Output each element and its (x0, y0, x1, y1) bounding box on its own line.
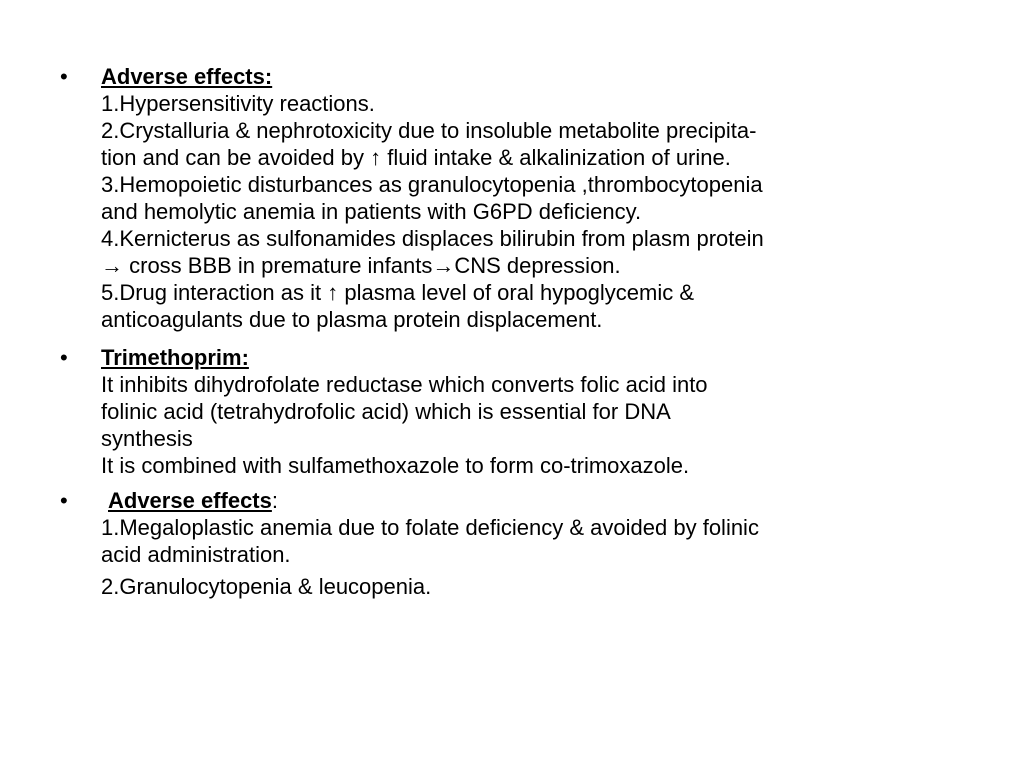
text-line: synthesis (101, 426, 193, 451)
text-line: and hemolytic anemia in patients with G6PD deficiency. (101, 199, 642, 224)
text-line: 2.Crystalluria & nephrotoxicity due to insoluble metabolite precipita- (101, 118, 757, 143)
text-line: folinic acid (tetrahydrofolic acid) which is essential for DNA (101, 399, 671, 424)
text-line: 2.Granulocytopenia & leucopenia. (101, 574, 432, 599)
text-line: 3.Hemopoietic disturbances as granulocytopenia ,thrombocytopenia (101, 172, 763, 197)
bullet-body (101, 487, 988, 600)
section-heading: Trimethoprim: (101, 345, 249, 370)
bullet-dot-icon: • (60, 64, 68, 89)
text-line: It is combined with sulfamethoxazole to form co-trimoxazole. (101, 453, 690, 478)
section-heading-line (108, 487, 988, 514)
section-heading: Adverse effects: (101, 64, 273, 89)
text-line: acid administration. (101, 542, 291, 567)
bullet-dot-icon: • (60, 488, 68, 513)
bullet-body (101, 344, 981, 479)
text-line: It inhibits dihydrofolate reductase which converts folic acid into (101, 372, 708, 397)
text-line: anticoagulants due to plasma protein displacement. (101, 307, 603, 332)
text-line: 5.Drug interaction as it ↑ plasma level of oral hypoglycemic & (101, 280, 695, 305)
text-line: tion and can be avoided by ↑ fluid intake & alkalinization of urine. (101, 145, 731, 170)
heading-suffix: : (271, 488, 278, 513)
bullet-dot-icon: • (60, 345, 68, 370)
text-line: 1.Megaloplastic anemia due to folate deficiency & avoided by folinic (101, 515, 759, 540)
text-line: 4.Kernicterus as sulfonamides displaces bilirubin from plasm protein (101, 226, 764, 251)
section-heading: Adverse effects (108, 488, 272, 513)
text-line: 1.Hypersensitivity reactions. (101, 91, 375, 116)
text-line: → cross BBB in premature infants→CNS depression. (101, 253, 621, 278)
bullet-body (101, 63, 981, 333)
